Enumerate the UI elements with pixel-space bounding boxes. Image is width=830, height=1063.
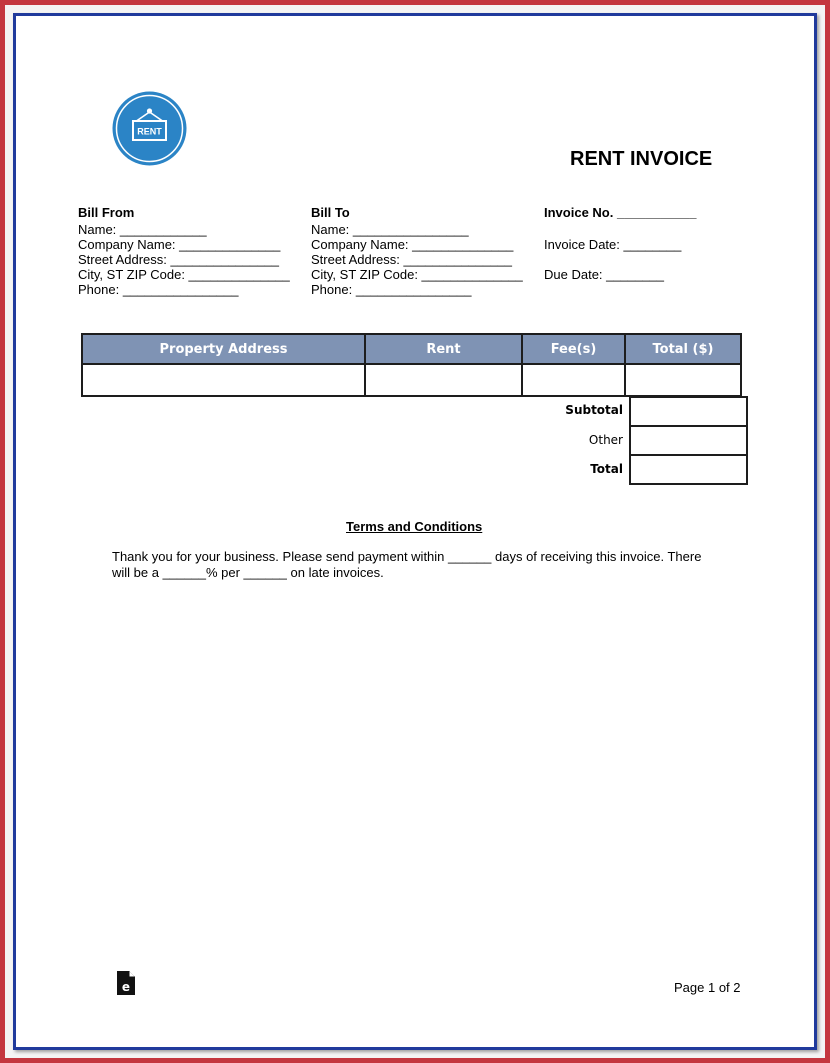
header-property-address: Property Address [82,334,365,364]
invoice-title: RENT INVOICE [570,148,713,170]
header-total: Total ($) [625,334,741,364]
property-address-cell[interactable] [82,364,365,396]
bill-from-city: City, ST ZIP Code: ______________ [78,267,290,282]
bill-from-phone: Phone: ________________ [78,282,239,297]
header-rent: Rent [365,334,522,364]
bill-from-street: Street Address: _______________ [78,252,279,267]
header-fees: Fee(s) [522,334,625,364]
subtotal-label: Subtotal [565,403,623,417]
brand-letter: e [121,980,131,994]
rent-sign-logo-icon [112,91,187,166]
table-header-row [82,334,741,364]
bill-from-company: Company Name: ______________ [78,237,281,252]
bill-to-name: Name: ________________ [311,222,469,237]
invoice-number: Invoice No. ___________ [544,205,697,220]
bill-to-city: City, ST ZIP Code: ______________ [311,267,523,282]
document-e-icon [116,970,136,996]
bill-from-heading: Bill From [78,205,135,220]
total-cell[interactable] [625,364,741,396]
logo-text: RENT [137,126,162,137]
subtotal-box[interactable] [629,396,748,427]
other-box[interactable] [629,425,748,456]
bill-to-phone: Phone: ________________ [311,282,472,297]
bill-from-name: Name: ____________ [78,222,207,237]
total-box[interactable] [629,454,748,485]
invoice-date: Invoice Date: ________ [544,237,682,252]
fees-cell[interactable] [522,364,625,396]
bill-to-company: Company Name: ______________ [311,237,514,252]
bill-to-heading: Bill To [311,205,350,220]
terms-text: Thank you for your business. Please send payment within ______ days of receiving this invoice. There will be a ______% per ______ on late invoices. [112,549,702,580]
rent-cell[interactable] [365,364,522,396]
page-number: Page 1 of 2 [674,980,741,995]
terms-title: Terms and Conditions [346,519,483,534]
other-label: Other [588,433,623,447]
bill-to-street: Street Address: _______________ [311,252,512,267]
bill-to-section [311,205,523,297]
items-table [81,333,742,397]
bill-from-section [78,205,290,297]
table-row [82,364,741,396]
due-date: Due Date: ________ [544,267,664,282]
total-label: Total [590,462,623,476]
